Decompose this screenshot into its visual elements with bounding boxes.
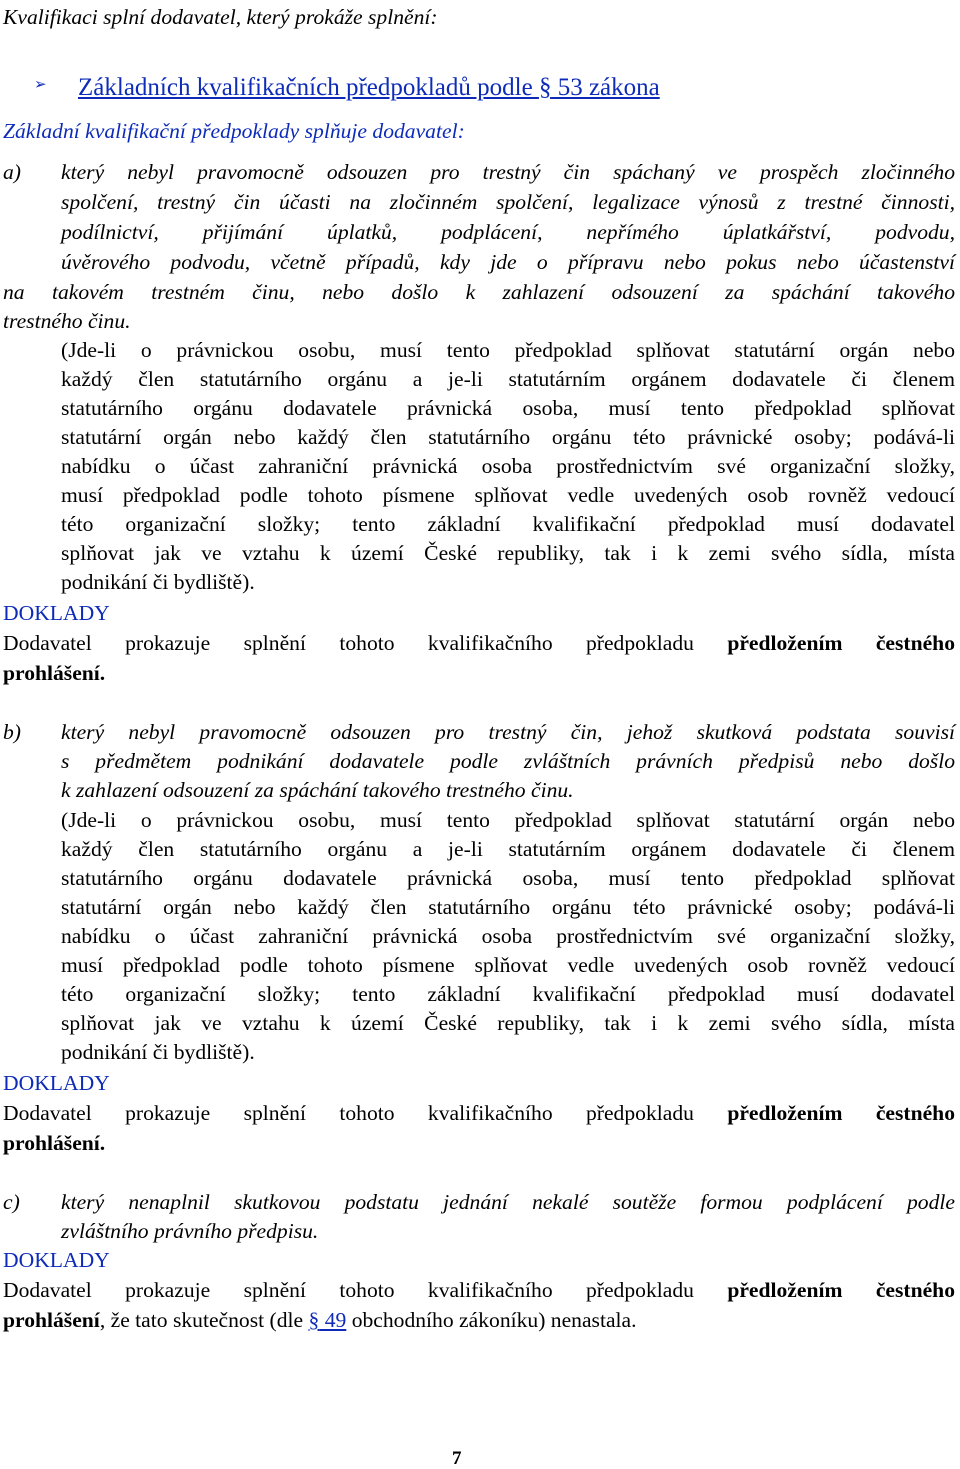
paragraph-sign: §	[538, 74, 552, 101]
paragraph-sign: §	[308, 1308, 320, 1332]
item-a-proof-normal: Dodavatel prokazuje splnění tohoto kvalifikačního předpokladu	[3, 631, 694, 655]
item-c-proof-bold: předložením čestného	[727, 1278, 955, 1302]
item-b-note-line: této organizační složky; tento základní kvalifikační předpoklad musí dodavatel	[61, 982, 955, 1006]
item-a-note-line: statutární orgán nebo každý člen statutárního orgánu této právnické osoby; podává-li	[61, 425, 955, 449]
item-b-proof	[3, 1103, 955, 1125]
item-a-doklady: DOKLADY	[3, 601, 110, 625]
section-heading-prefix: Základních kvalifikačních předpokladů podle	[78, 74, 539, 101]
item-b-note-line: splňovat jak ve vztahu k území České republiky, tak i k zemi svého sídla, místa	[61, 1011, 955, 1035]
item-c-tail-a: , že tato skutečnost (dle	[99, 1308, 309, 1332]
item-b-note-line: (Jde-li o právnickou osobu, musí tento předpoklad splňovat statutární orgán nebo	[61, 808, 955, 832]
item-a-note-line: statutárního orgánu dodavatele právnická osoba, musí tento předpoklad splňovat	[61, 396, 955, 420]
item-b-note-line: podnikání či bydliště).	[61, 1040, 255, 1064]
item-a-marker: a)	[3, 160, 21, 184]
item-a-note-line: splňovat jak ve vztahu k území České republiky, tak i k zemi svého sídla, místa	[61, 541, 955, 565]
intro-text: Kvalifikaci splní dodavatel, který prokáže splnění:	[3, 5, 438, 29]
item-b-line: s předmětem podnikání dodavatele podle zvláštních právních předpisů nebo došlo	[61, 749, 955, 773]
paragraph-number: 49	[319, 1308, 347, 1332]
page-number: 7	[452, 1448, 462, 1469]
item-b-note-line: statutární orgán nebo každý člen statutárního orgánu této právnické osoby; podává-li	[61, 895, 955, 919]
item-a-note-line: musí předpoklad podle tohoto písmene splňovat vedle uvedených osob rovněž vedoucí	[61, 483, 955, 507]
section-heading-suffix: 53 zákona	[551, 74, 660, 101]
lead-text: Základní kvalifikační předpoklady splňuje dodavatel:	[3, 119, 465, 143]
item-c-proof-tail	[3, 1310, 637, 1332]
item-b-note-line: musí předpoklad podle tohoto písmene splňovat vedle uvedených osob rovněž vedoucí	[61, 953, 955, 977]
item-a-note-line: každý člen statutárního orgánu a je-li statutárním orgánem dodavatele či členem	[61, 367, 955, 391]
item-b-line: který nebyl pravomocně odsouzen pro trestný čin, jehož skutková podstata souvisí	[61, 720, 955, 744]
item-c-proof-normal: Dodavatel prokazuje splnění tohoto kvalifikačního předpokladu	[3, 1278, 694, 1302]
item-c-proof	[3, 1280, 955, 1302]
paragraph-link[interactable]	[309, 1308, 347, 1332]
item-b-note-line: každý člen statutárního orgánu a je-li statutárním orgánem dodavatele či členem	[61, 837, 955, 861]
item-a-note-line: (Jde-li o právnickou osobu, musí tento předpoklad splňovat statutární orgán nebo	[61, 338, 955, 362]
item-a-line: podílnictví, přijímání úplatků, podplácení, nepřímého úplatkářství, podvodu,	[61, 220, 955, 244]
item-b-proof-bold-end: prohlášení.	[3, 1131, 106, 1155]
section-heading[interactable]	[78, 75, 660, 100]
item-b-proof-normal: Dodavatel prokazuje splnění tohoto kvalifikačního předpokladu	[3, 1101, 694, 1125]
item-a-line: spolčení, trestný čin účasti na zločinném spolčení, legalizace výnosů z trestné činnosti,	[61, 190, 955, 214]
item-a-line: úvěrového podvodu, včetně případů, kdy jde o přípravu nebo pokus nebo účastenství	[61, 250, 955, 274]
item-c-tail-b: obchodního zákoníku) nenastala.	[346, 1308, 637, 1332]
item-c-line: který nenaplnil skutkovou podstatu jednání nekalé soutěže formou podplácení podle	[61, 1190, 955, 1214]
item-a-line: na takovém trestném činu, nebo došlo k zahlazení odsouzení za spáchání takového	[3, 280, 955, 304]
item-b-proof-bold: předložením čestného	[727, 1101, 955, 1125]
item-c-proof-bold-end: prohlášení	[3, 1308, 100, 1332]
item-b-note-line: statutárního orgánu dodavatele právnická osoba, musí tento předpoklad splňovat	[61, 866, 955, 890]
bullet-arrow-icon: ➢	[34, 77, 47, 93]
item-a-note-line: podnikání či bydliště).	[61, 570, 255, 594]
item-c-doklady: DOKLADY	[3, 1248, 110, 1272]
item-a-note-line: nabídku o účast zahraniční právnická osoba prostřednictvím své organizační složky,	[61, 454, 955, 478]
item-a-line: trestného činu.	[3, 309, 131, 333]
item-b-doklady: DOKLADY	[3, 1071, 110, 1095]
item-b-note-line: nabídku o účast zahraniční právnická osoba prostřednictvím své organizační složky,	[61, 924, 955, 948]
item-b-line: k zahlazení odsouzení za spáchání takového trestného činu.	[61, 778, 574, 802]
item-a-line: který nebyl pravomocně odsouzen pro trestný čin spáchaný ve prospěch zločinného	[61, 160, 955, 184]
item-b-marker: b)	[3, 720, 21, 744]
item-c-marker: c)	[3, 1190, 20, 1214]
item-a-proof-bold: předložením čestného	[727, 631, 955, 655]
item-a-proof	[3, 633, 955, 655]
item-c-line: zvláštního právního předpisu.	[61, 1219, 319, 1243]
item-a-proof-bold-end: prohlášení.	[3, 661, 106, 685]
item-a-note-line: této organizační složky; tento základní kvalifikační předpoklad musí dodavatel	[61, 512, 955, 536]
